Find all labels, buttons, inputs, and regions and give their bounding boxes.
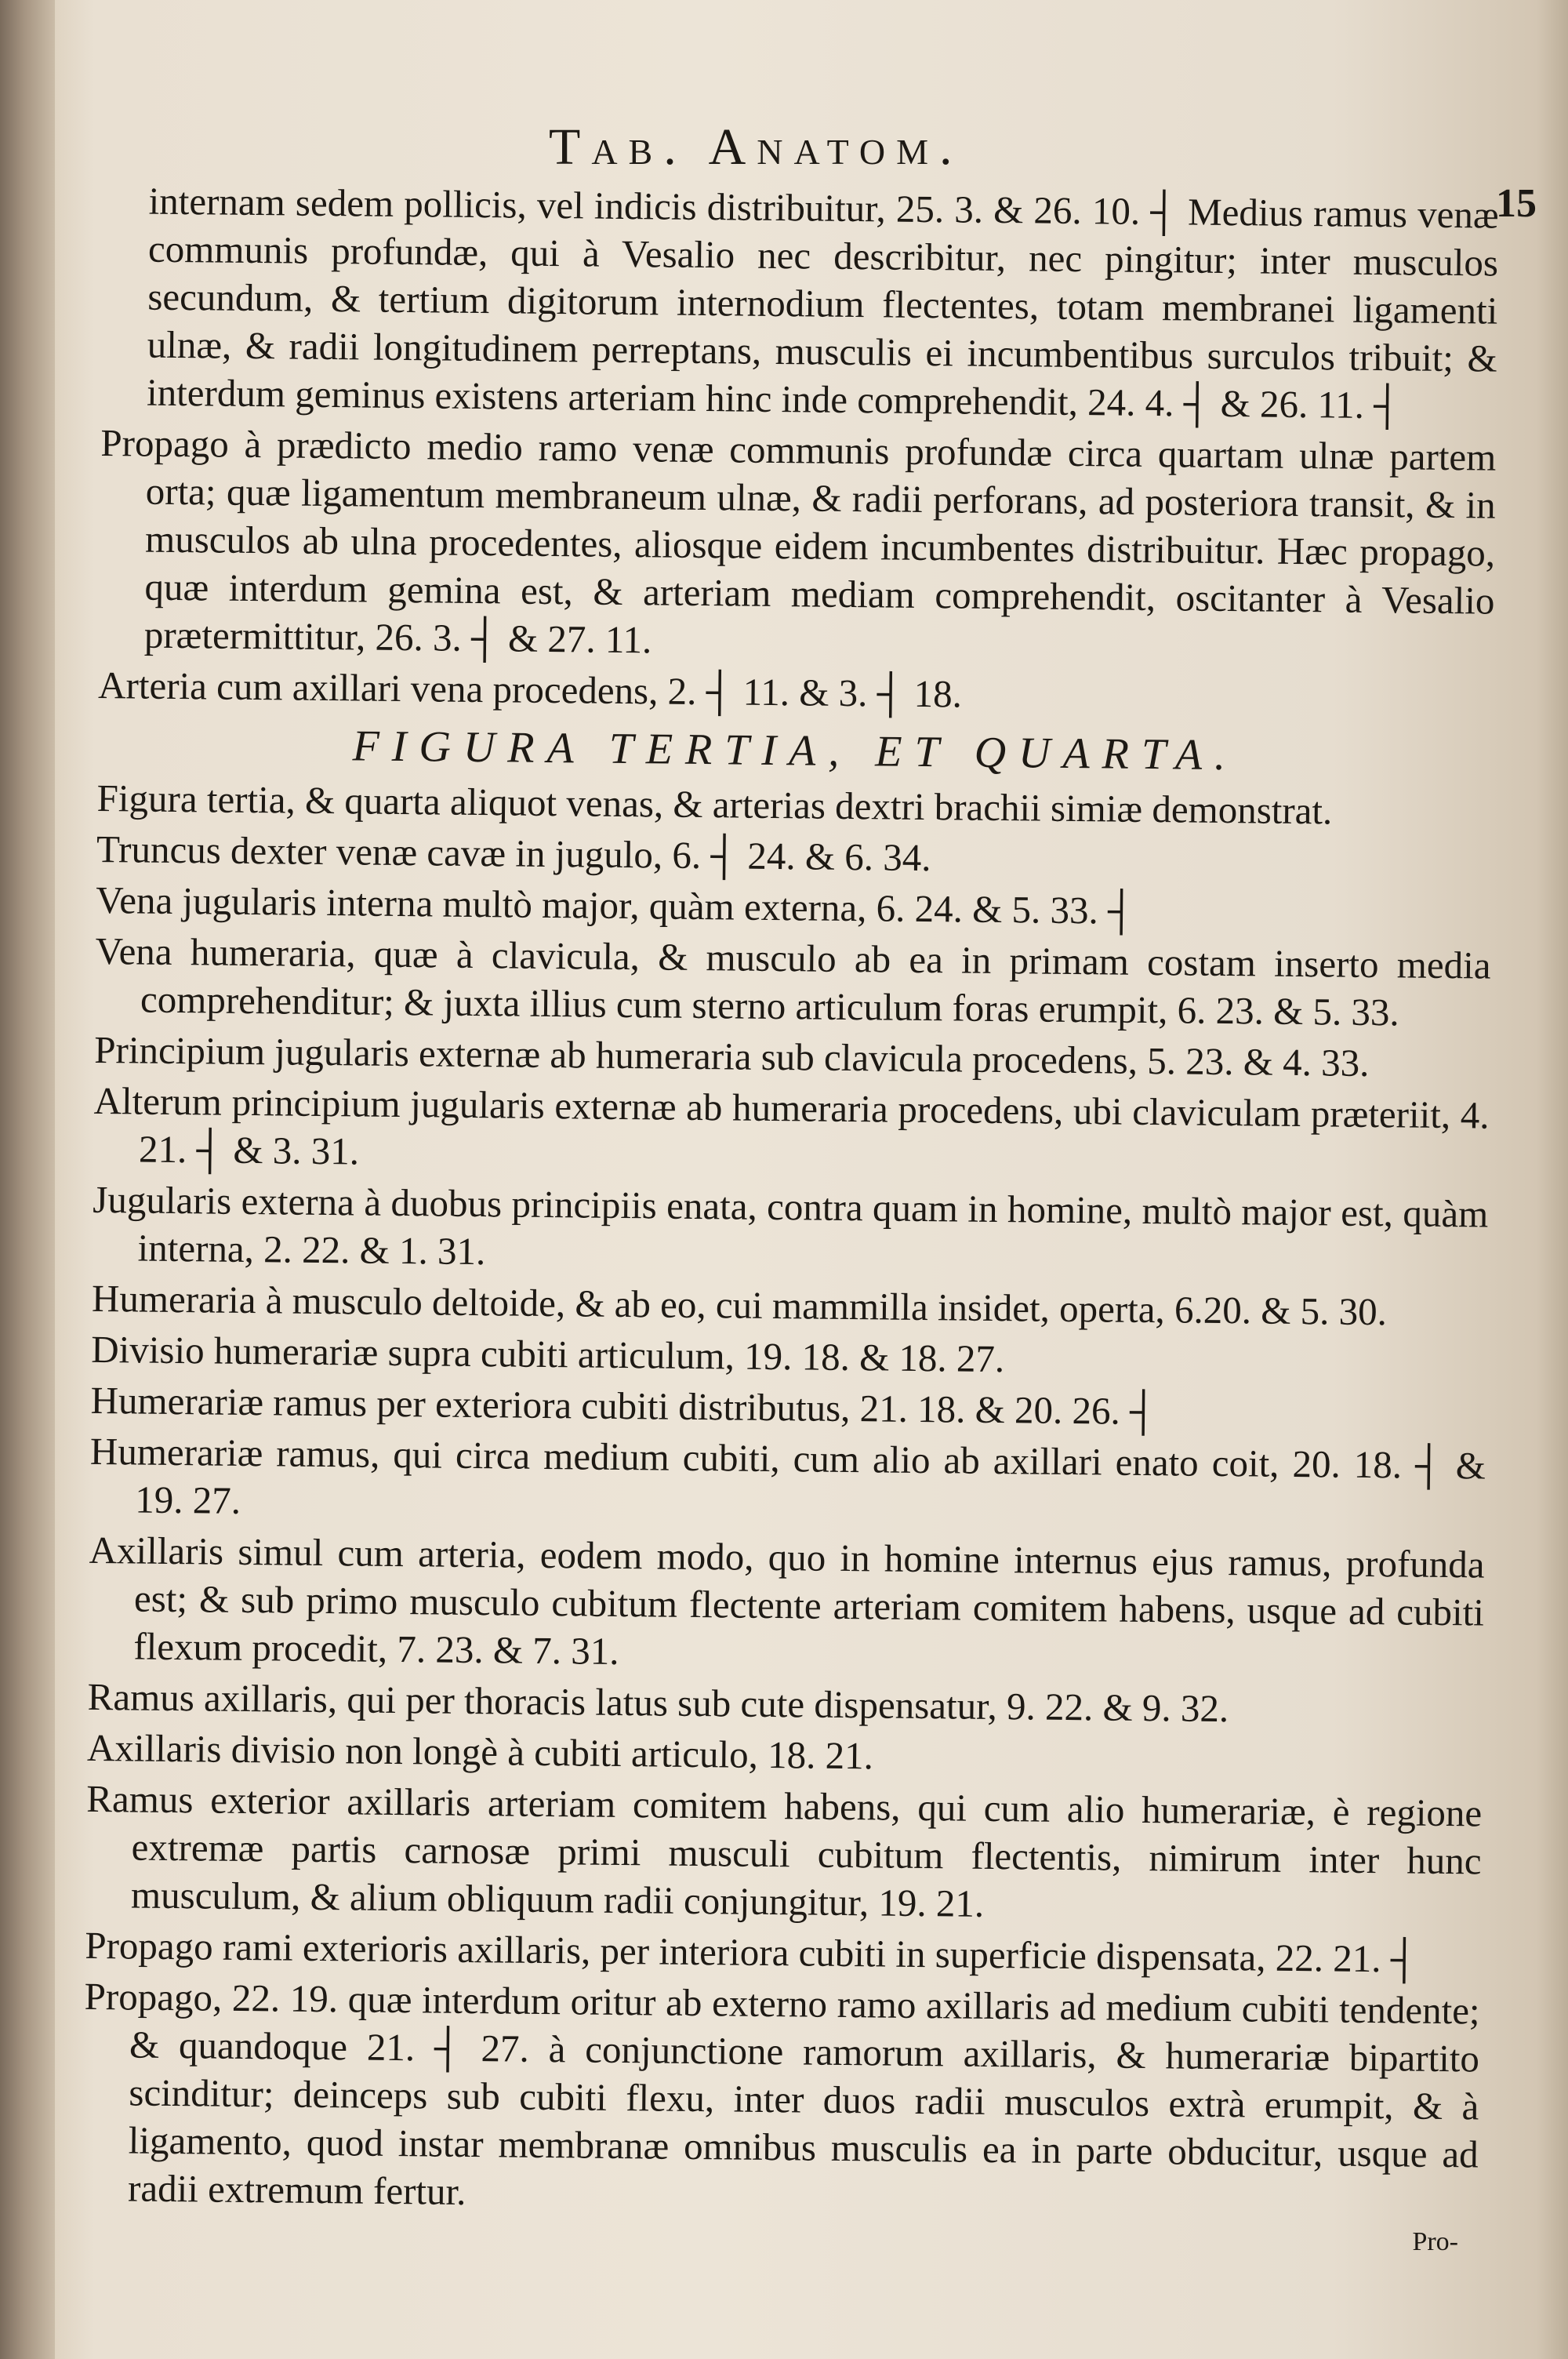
paragraph: Vena jugularis interna multò major, quàm externa, 6. 24. & 5. 33. ┤ — [96, 878, 1136, 932]
facing-page-edge — [0, 0, 55, 2359]
paragraph: Propago rami exterioris axillaris, per interiora cubiti in superficie dispensata, 22. 21. ┤ — [85, 1923, 1418, 1981]
paragraph: Humerariæ ramus per exteriora cubiti distributus, 21. 18. & 20. 26. ┤ — [90, 1378, 1158, 1434]
paragraph: Divisio humerariæ supra cubiti articulum, 19. 18. & 18. 27. — [91, 1327, 1005, 1381]
paragraph: Ramus exterior axillaris arteriam comitem habens, qui cum alio humerariæ, è regione extremæ partis carnosæ primi musculi cubitum flectentis, nimirum inter hunc musculum, & alium obliquum radii conjungitur, 19. 21. — [86, 1776, 1483, 1925]
section-title: FIGURA TERTIA, ET QUARTA. — [352, 722, 1239, 780]
paragraph: Axillaris simul cum arteria, eodem modo, quo in homine internus ejus ramus, profunda est; & sub primo musculo cubitum flectente arteriam comitem habens, usque ad cubiti flexum procedit, 7. 23. & 7. 31. — [89, 1528, 1485, 1673]
paragraph: Humerariæ ramus, qui circa medium cubiti, cum alio ab axillari enato coit, 20. 18. ┤ & 19. 27. — [89, 1429, 1486, 1522]
paragraph: Propago à prædicto medio ramo venæ communis profundæ circa quartam ulnæ partem orta; quæ ligamentum membraneum ulnæ, & radii perforans, ad posteriora transit, & in musculos ab ulna procedentes, aliosque eidem incumbentes distribuitur. Hæc propago, quæ interdum gemina est, & arteriam mediam comprehendit, oscitanter à Vesalio prætermittitur, 26. 3. ┤ & 27. 11. — [100, 420, 1497, 662]
paragraph: Arteria cum axillari vena procedens, 2. ┤ 11. & 3. ┤ 18. — [97, 663, 963, 716]
paragraph: Principium jugularis externæ ab humeraria sub clavicula procedens, 5. 23. & 4. 33. — [94, 1027, 1370, 1085]
paragraph: Axillaris divisio non longè à cubiti articulo, 18. 21. — [86, 1725, 874, 1778]
paragraph: Figura tertia, & quarta aliquot venas, & arterias dextri brachii simiæ demonstrat. — [96, 776, 1333, 833]
paragraph: Ramus axillaris, qui per thoracis latus sub cute dispensatur, 9. 22. & 9. 32. — [87, 1674, 1229, 1731]
paragraph: Truncus dexter venæ cavæ in jugulo, 6. ┤ 24. & 6. 34. — [96, 827, 931, 880]
paragraph: Alterum principium jugularis externæ ab humeraria procedens, ubi claviculam præteriit, 4. 21. ┤ & 3. 31. — [93, 1078, 1490, 1173]
running-head-title: Tab. Anatom. — [549, 118, 964, 176]
paragraph: Propago, 22. 19. quæ interdum oritur ab externo ramo axillaris ad medium cubiti tendente; & quandoque 21. ┤ 27. à conjunctione ramorum axillaris, & humerariæ bipartito scinditur; deinceps sub cubiti flexu, inter duos radii musculos extrà erumpit, & à ligamento, quod instar membranæ omnibus musculis ea in parte obducitur, usque ad radii extremum fertur. — [84, 1974, 1480, 2213]
paragraph: Vena humeraria, quæ à clavicula, & musculo ab ea in primam costam inserto media comprehenditur; & juxta illius cum sterno articulum foras erumpit, 6. 23. & 5. 33. — [95, 929, 1491, 1034]
running-head — [55, 118, 1568, 226]
catchword: Pro- — [1412, 2227, 1458, 2256]
page-number: 15 — [1496, 181, 1537, 226]
paragraph: internam sedem pollicis, vel indicis distribuitur, 25. 3. & 26. 10. ┤ Medius ramus venæ communis profundæ, qui à Vesalio nec describitur, nec pingitur; inter musculos secundum, & tertium digitorum internodium flectentes, totam membranei ligamenti ulnæ, & radii longitudinem perreptans, musculis ei incumbentibus surculos tribuit; & interdum geminus existens arteriam hinc inde comprehendit, 24. 4. ┤ & 26. 11. ┤ — [146, 179, 1499, 427]
book-page — [55, 0, 1568, 2359]
paragraph: Jugularis externa à duobus principiis enata, contra quam in homine, multò major est, quàm interna, 2. 22. & 1. 31. — [93, 1177, 1489, 1274]
paragraph: Humeraria à musculo deltoide, & ab eo, cui mammilla insidet, operta, 6.20. & 5. 30. — [91, 1276, 1388, 1334]
body-text — [82, 176, 1499, 2229]
